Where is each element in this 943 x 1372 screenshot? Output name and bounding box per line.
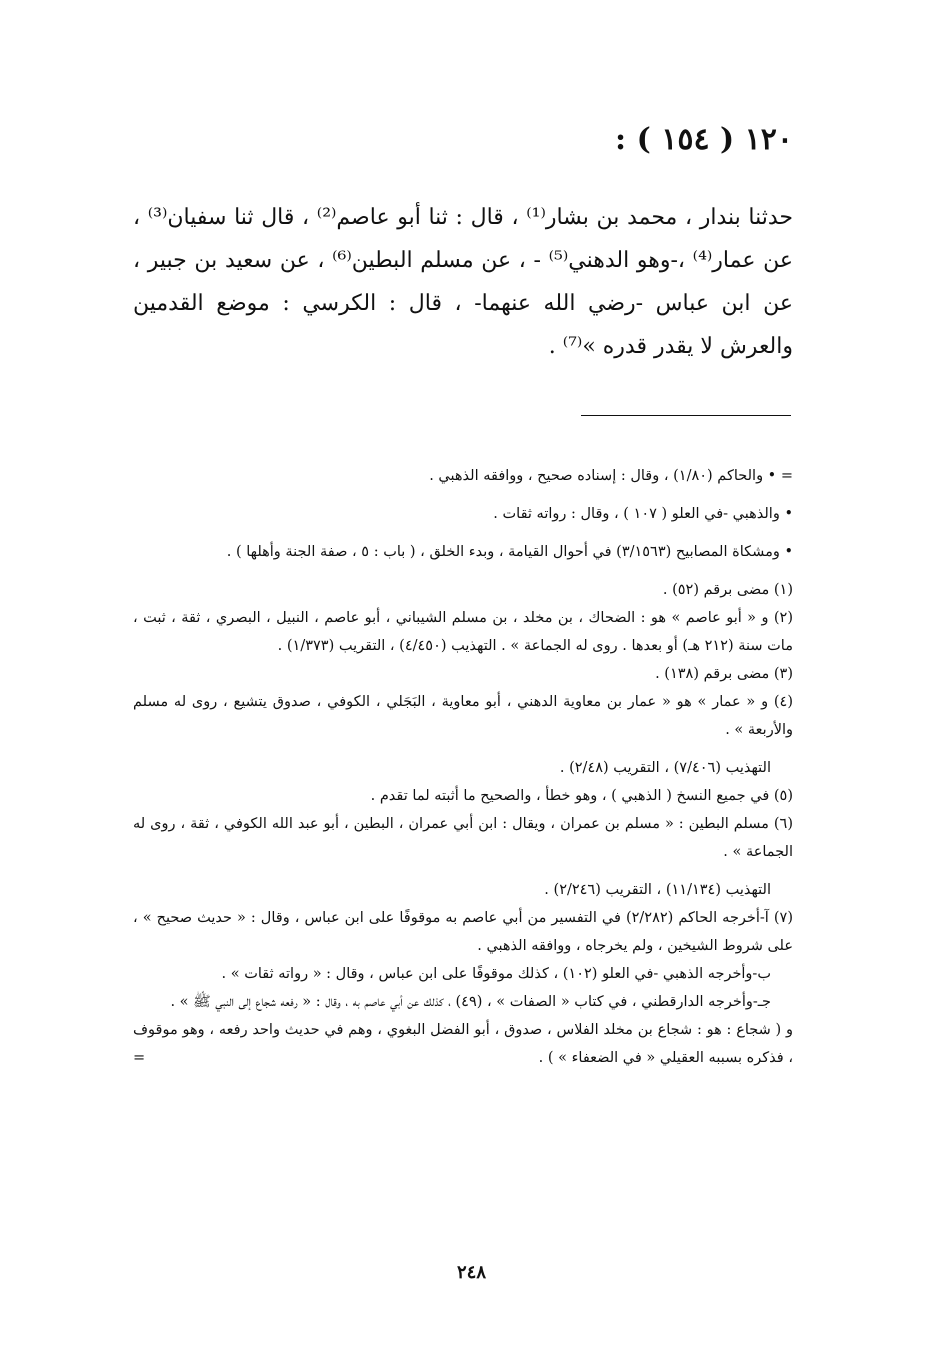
footnote-text: و ( شجاع : هو : شجاع بن مخلد الفلاس ، صدوق ، أبو الفضل البغوي ، وهم في حديث واحد رفعه ، وهو موقوف ، فذكره بسببه العقيلي « في الضعفاء » ) . [133,1022,793,1066]
footnote-item: (٢) و « أبو عاصم » هو : الضحاك ، بن مخلد ، بن مسلم الشيباني ، أبو عاصم ، النبيل ، البصري ، ثقة ، ثبت ، مات سنة (٢١٢ هـ) أو بعدها . روى له الجماعة » . التهذيب (٤/٤٥٠) ، التقريب (١/٣٧٣) . [133,610,793,654]
footnote-item: (٥) في جميع النسخ ( الذهبي ) ، وهو خطأ ، والصحيح ما أثبته لما تقدم . [370,788,793,804]
footnote-continuation: • والذهبي -في العلو ( ١٠٧ ) ، وقال : رواته ثقات . [493,506,793,522]
footnote-continuation: = • والحاكم (١/٨٠) ، وقال : إسناده صحيح ، ووافقه الذهبي . [429,468,793,484]
hadith-number-heading: ١٢٠ ( ١٥٤ ) : [615,122,793,157]
hadith-paragraph: حدثنا بندار ، محمد بن بشار⁽¹⁾ ، قال : ثنا أبو عاصم⁽²⁾ ، قال ثنا سفيان⁽³⁾ ، عن عمار⁽⁴⁾ ،-وهو الدهني⁽⁵⁾ - ، عن مسلم البطين⁽⁶⁾ ، عن سعيد بن جبير ، عن ابن عباس -رضي الله عنهما- ، قال : الكرسي : موضع القدمين والعرش لا يقدر قدره »⁽⁷⁾ . [133,205,794,359]
page-number: ٢٤٨ [456,1262,486,1283]
footnote-item: (٧) آ-أخرجه الحاكم (٢/٢٨٢) في التفسير من أبي عاصم به موقوفًا على ابن عباس ، وقال : « حديث صحيح » ، على شروط الشيخين ، ولم يخرجاه ، ووافقه الذهبي . [133,910,793,954]
footnote-item: (٤) و « عمار » هو « عمار بن معاوية الدهني ، أبو معاوية ، البَجَلي ، الكوفي ، صدوق يتشيع ، روى له مسلم والأربعة » . [133,694,793,738]
footnote-separator [581,415,791,416]
footnote-item: ب-وأخرجه الذهبي -في العلو (١٠٢) ، كذلك موقوفًا على ابن عباس ، وقال : « رواته ثقات » . [221,966,771,982]
footnote-continuation: • ومشكاة المصابيح (٣/١٥٦٣) في أحوال القيامة ، وبدء الخلق ، ( باب : ٥ ، صفة الجنة وأهلها ) . [226,544,793,560]
hadith-text [133,196,793,368]
footnote-item: التهذيب (٧/٤٠٦) ، التقريب (٢/٤٨) . [559,760,771,776]
footnote-item: (١) مضى برقم (٥٢) . [662,582,793,598]
footnote-item: (٦) مسلم البطين : « مسلم بن عمران ، ويقال : ابن أبي عمران ، البطين ، أبو عبد الله الكوفي ، ثقة ، روى له الجماعة » . [133,816,793,860]
footnotes [133,462,793,1072]
continuation-mark: = [133,1050,146,1066]
footnote-item [133,1016,793,1072]
footnote-item: التهذيب (١١/١٣٤) ، التقريب (٢/٢٤٦) . [544,882,771,898]
footnote-item: جـ-وأخرجه الدارقطني ، في كتاب « الصفات » ، (٤٩) ، كذلك عن أبي عاصم به ، وقال : « رفعه شجاع إلى النبي ﷺ » . [170,994,771,1010]
footnote-item: (٣) مضى برقم (١٣٨) . [655,666,793,682]
